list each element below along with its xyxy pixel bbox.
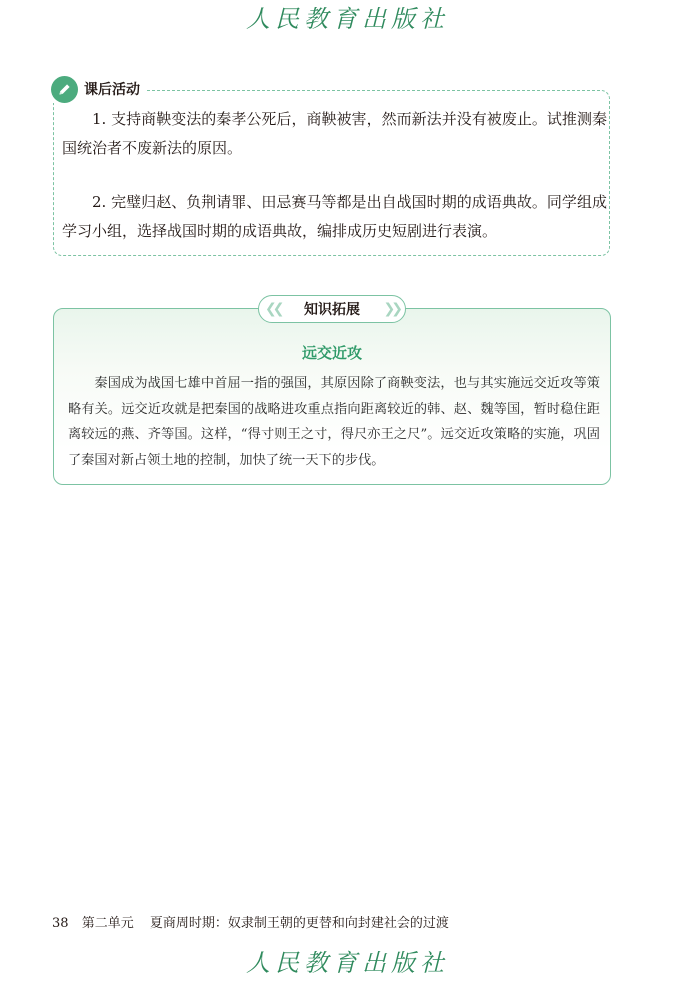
chevron-left-icon: ❮❮ <box>265 301 281 317</box>
knowledge-title: 远交近攻 <box>301 344 362 362</box>
activity-title: 课后活动 <box>84 82 140 98</box>
activity-header <box>51 75 146 103</box>
publisher-logo-bottom: 人民教育出版社 <box>246 949 449 977</box>
page-footer <box>52 912 449 931</box>
activity-question-2: 2. 完璧归赵、负荆请罪、田忌赛马等都是出自战国时期的成语典故。同学组成学习小组，选择战国时期的成语典故，编排成历史短剧进行表演。 <box>62 193 607 240</box>
activity-question-1: 1. 支持商鞅变法的秦孝公死后，商鞅被害，然而新法并没有被废止。试推测秦国统治者不废新法的原因。 <box>62 110 607 157</box>
unit-label: 第二单元 <box>81 916 134 931</box>
unit-title: 夏商周时期：奴隶制王朝的更替和向封建社会的过渡 <box>149 916 449 931</box>
knowledge-body: 秦国成为战国七雄中首屈一指的强国，其原因除了商鞅变法，也与其实施远交近攻等策略有关。远交近攻就是把秦国的战略进攻重点指向距离较近的韩、赵、魏等国，暂时稳住距离较远的燕、齐等国。这样，“得寸则王之寸，得尺亦王之尺”。远交近攻策略的实施，巩固了秦国对新占领土地的控制，加快了统一天下的步伐。 <box>68 376 600 468</box>
page-number: 38 <box>52 916 69 931</box>
publisher-logo-top: 人民教育出版社 <box>246 5 449 33</box>
chevron-right-icon: ❯❯ <box>383 301 399 317</box>
knowledge-tab <box>258 295 406 323</box>
pencil-icon <box>51 76 78 103</box>
knowledge-tab-label: 知识拓展 <box>304 302 360 318</box>
